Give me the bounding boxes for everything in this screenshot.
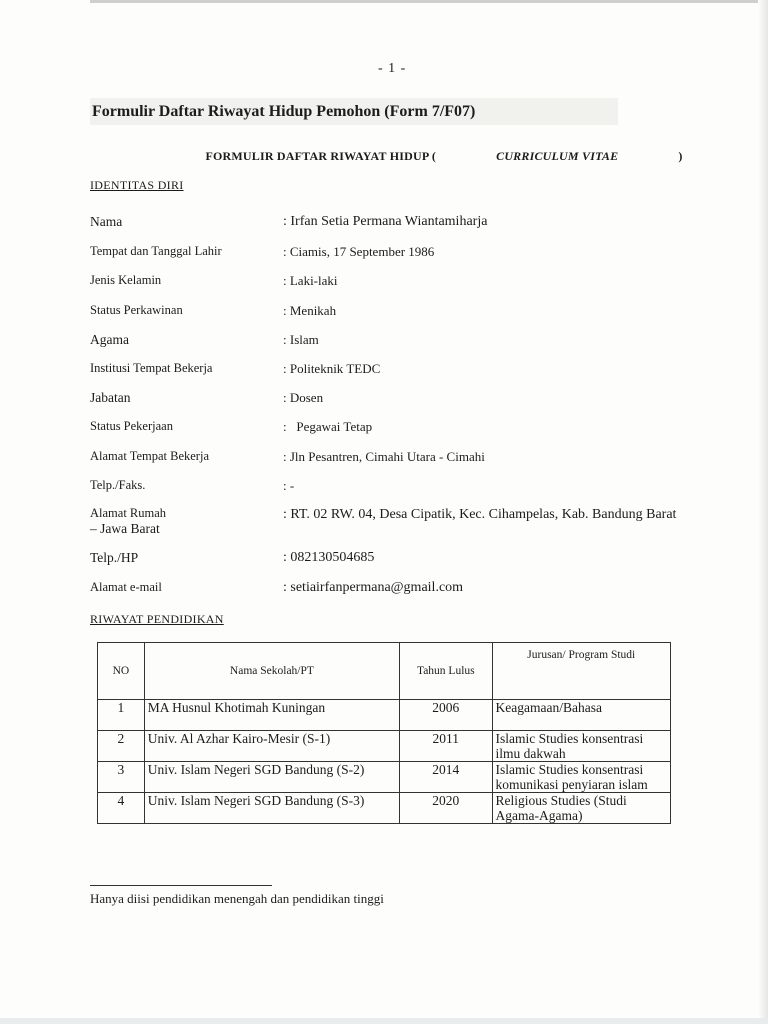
cell-no: 1 <box>98 700 145 731</box>
cell-school: MA Husnul Khotimah Kuningan <box>144 700 399 731</box>
field-value-employment-status: : Pegawai Tetap <box>283 419 373 434</box>
table-row <box>98 793 671 824</box>
education-section-heading: RIWAYAT PENDIDIKAN <box>90 612 224 626</box>
footnote-text: Hanya diisi pendidikan menengah dan pendidikan tinggi <box>90 891 384 906</box>
footnote-divider <box>90 885 272 886</box>
field-label-marital: Status Perkawinan <box>90 303 183 317</box>
field-value-work-phone: : - <box>283 478 295 493</box>
page-number: - 1 - <box>378 61 407 76</box>
page-bottom-edge <box>0 1018 768 1024</box>
column-header-school: Nama Sekolah/PT <box>144 643 399 700</box>
cell-major: Islamic Studies konsentrasi komunikasi penyiaran islam <box>492 762 670 793</box>
cell-major: Religious Studies (Studi Agama-Agama) <box>492 793 670 824</box>
field-value-email: : setiairfanpermana@gmail.com <box>283 580 464 595</box>
field-label-work-address: Alamat Tempat Bekerja <box>90 449 209 463</box>
field-label-mobile: Telp./HP <box>90 550 139 565</box>
field-label-email: Alamat e-mail <box>90 580 162 594</box>
cell-no: 3 <box>98 762 145 793</box>
document-title-main: FORMULIR DAFTAR RIWAYAT HIDUP ( <box>205 149 437 163</box>
field-label-religion: Agama <box>90 332 129 347</box>
field-value-home-address: : RT. 02 RW. 04, Desa Cipatik, Kec. Cihampelas, Kab. Bandung Barat <box>283 507 677 522</box>
field-value-marital: : Menikah <box>283 303 337 318</box>
column-header-major: Jurusan/ Program Studi <box>492 643 670 700</box>
field-value-gender: : Laki-laki <box>283 273 338 288</box>
education-table-header-row <box>98 643 671 700</box>
field-value-mobile: : 082130504685 <box>283 550 375 565</box>
field-label-birth: Tempat dan Tanggal Lahir <box>90 244 222 258</box>
cell-no: 4 <box>98 793 145 824</box>
cell-school: Univ. Islam Negeri SGD Bandung (S-2) <box>144 762 399 793</box>
cell-year: 2020 <box>400 793 492 824</box>
column-header-year: Tahun Lulus <box>400 643 492 700</box>
top-scan-rule <box>90 0 768 3</box>
field-value-position: : Dosen <box>283 390 324 405</box>
table-row <box>98 700 671 731</box>
cell-year: 2011 <box>400 731 492 762</box>
identity-section-heading: IDENTITAS DIRI <box>90 178 184 192</box>
cell-school: Univ. Al Azhar Kairo-Mesir (S-1) <box>144 731 399 762</box>
field-label-name: Nama <box>90 214 123 229</box>
cell-year: 2006 <box>400 700 492 731</box>
field-label-work-phone: Telp./Faks. <box>90 478 146 492</box>
field-label-employment-status: Status Pekerjaan <box>90 419 173 433</box>
field-value-work-address: : Jln Pesantren, Cimahi Utara - Cimahi <box>283 449 485 464</box>
cell-no: 2 <box>98 731 145 762</box>
field-value-birth: : Ciamis, 17 September 1986 <box>283 244 435 259</box>
page-edge-shadow <box>758 0 768 1024</box>
document-title-italic: CURRICULUM VITAE <box>496 149 619 163</box>
column-header-no: NO <box>98 643 145 700</box>
table-row <box>98 731 671 762</box>
cell-major: Keagamaan/Bahasa <box>492 700 670 731</box>
field-value-institution: : Politeknik TEDC <box>283 361 381 376</box>
cell-school: Univ. Islam Negeri SGD Bandung (S-3) <box>144 793 399 824</box>
field-label-institution: Institusi Tempat Bekerja <box>90 361 213 375</box>
document-title <box>0 149 768 164</box>
form-heading: Formulir Daftar Riwayat Hidup Pemohon (Form 7/F07) <box>90 98 618 125</box>
table-row <box>98 762 671 793</box>
education-table <box>97 642 671 824</box>
document-title-close: ) <box>678 149 683 163</box>
field-label-home-address-line2: – Jawa Barat <box>90 521 160 536</box>
cell-year: 2014 <box>400 762 492 793</box>
field-value-name: : Irfan Setia Permana Wiantamiharja <box>283 214 488 229</box>
field-label-gender: Jenis Kelamin <box>90 273 162 287</box>
field-value-religion: : Islam <box>283 332 319 347</box>
field-label-position: Jabatan <box>90 390 131 405</box>
field-label-home-address: Alamat Rumah <box>90 506 167 520</box>
cell-major: Islamic Studies konsentrasi ilmu dakwah <box>492 731 670 762</box>
